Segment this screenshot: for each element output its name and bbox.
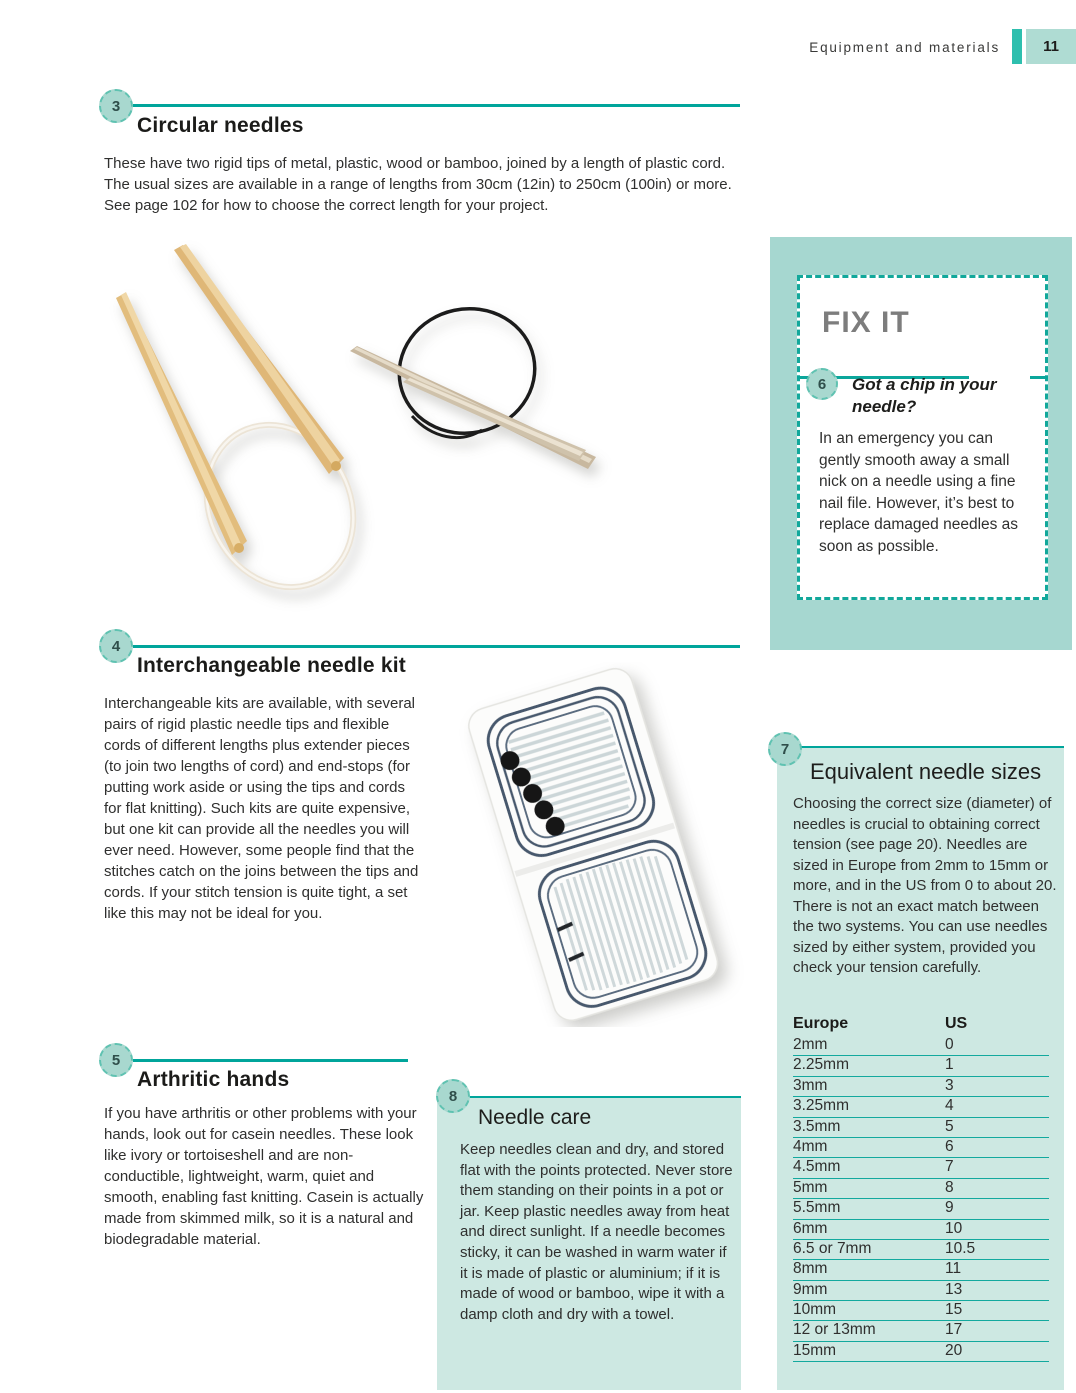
table-row: [793, 1077, 1049, 1097]
cell-us-size: 15: [945, 1301, 963, 1319]
cell-europe-size: 2.25mm: [793, 1056, 849, 1074]
table-row: [793, 1056, 1049, 1076]
page-number: 11: [1026, 29, 1076, 64]
fix-it-panel: [770, 237, 1072, 650]
table-row: [793, 1158, 1049, 1178]
cell-europe-size: 10mm: [793, 1301, 837, 1319]
table-row: [793, 1321, 1049, 1341]
cell-europe-size: 3.5mm: [793, 1117, 841, 1135]
cell-europe-size: 12 or 13mm: [793, 1321, 876, 1339]
cell-europe-size: 3.25mm: [793, 1097, 849, 1115]
section-title-needle-sizes: Equivalent needle sizes: [810, 759, 1042, 784]
metal-circular-needle: [350, 296, 596, 469]
cell-europe-size: 5.5mm: [793, 1199, 841, 1217]
cell-us-size: 3: [945, 1076, 954, 1094]
cell-us-size: 8: [945, 1178, 954, 1196]
needle-sizes-box: [777, 746, 1064, 1390]
table-row: [793, 1199, 1049, 1219]
fix-it-rule-end: [1030, 376, 1048, 379]
table-row: [793, 1036, 1049, 1056]
table-row: [793, 1260, 1049, 1280]
table-row: [793, 1281, 1049, 1301]
cell-us-size: 20: [945, 1341, 963, 1359]
needle-care-body: Keep needles clean and dry, and stored flat with the points protected. Never store them standing on their points in a pot or jar. Keep plastic needles away from heat and direct sunlight. If a needle becomes sticky, it can be washed in warm water if it is made of plastic or aluminium; if it is made of wood or bamboo, wipe it with a damp cloth and dry with a towel.: [460, 1141, 733, 1323]
cell-europe-size: 9mm: [793, 1280, 828, 1298]
needle-care-box: [437, 1096, 741, 1390]
cell-europe-size: 6mm: [793, 1219, 828, 1237]
section-badge-6: 6: [806, 368, 838, 400]
cell-us-size: 6: [945, 1137, 954, 1155]
table-row: [793, 1179, 1049, 1199]
needle-kit-case: [464, 664, 722, 1025]
cell-us-size: 4: [945, 1097, 954, 1115]
cell-us-size: 1: [945, 1056, 954, 1074]
bamboo-circular-needle: [116, 244, 381, 613]
fix-it-inner-box: [797, 275, 1048, 600]
table-body: [793, 1036, 1049, 1362]
cell-europe-size: 6.5 or 7mm: [793, 1239, 872, 1257]
section-title-needle-care: Needle care: [478, 1106, 592, 1129]
circular-needles-photo: [100, 238, 745, 613]
cell-us-size: 13: [945, 1280, 963, 1298]
cell-europe-size: 15mm: [793, 1341, 837, 1359]
table-row: [793, 1301, 1049, 1321]
cell-us-size: 7: [945, 1158, 954, 1176]
arthritic-hands-body: If you have arthritis or other problems with your hands, look out for casein needles. These look like ivory or tortoiseshell and are non-conductible, lightweight, warm, quiet and smooth, enabling fast knitting. Casein is actually made from skimmed milk, so it is a natural and biodegradable material.: [104, 1105, 424, 1248]
section-title-arthritic-hands: Arthritic hands: [137, 1068, 290, 1091]
cell-us-size: 9: [945, 1199, 954, 1217]
table-row: [793, 1240, 1049, 1260]
cell-europe-size: 4.5mm: [793, 1158, 841, 1176]
table-header-row: [793, 1015, 1049, 1036]
fix-it-body: In an emergency you can gently smooth away a small nick on a needle using a fine nail file. However, it’s best to replace damaged needles as soon as possible.: [819, 430, 1019, 555]
cell-europe-size: 3mm: [793, 1076, 828, 1094]
section-badge-3: 3: [99, 89, 133, 123]
cell-europe-size: 4mm: [793, 1137, 828, 1155]
section-title-interchangeable-kit: Interchangeable needle kit: [137, 654, 406, 677]
table-row: [793, 1342, 1049, 1362]
fix-it-label: FIX IT: [822, 306, 910, 339]
table-row: [793, 1097, 1049, 1117]
cell-us-size: 10: [945, 1219, 963, 1237]
needle-sizes-body: Choosing the correct size (diameter) of needles is crucial to obtaining correct tension (see page 20). Needles are sized in Europe from 2mm to 15mm or more, and in the US from 0 to about 20. There is not an exact match between the two systems. You can use needles sized by either system, provided you check your tension carefully.: [793, 795, 1057, 976]
running-header: Equipment and materials: [809, 40, 1000, 55]
needle-kit-photo: [438, 662, 748, 1027]
cell-europe-size: 5mm: [793, 1178, 828, 1196]
table-row: [793, 1220, 1049, 1240]
table-row: [793, 1138, 1049, 1158]
cell-us-size: 17: [945, 1321, 963, 1339]
cell-us-size: 5: [945, 1117, 954, 1135]
cell-us-size: 0: [945, 1036, 954, 1053]
section-badge-4: 4: [99, 629, 133, 663]
header-accent-bar: [1012, 29, 1022, 64]
cell-us-size: 11: [945, 1260, 962, 1278]
needle-size-table: [793, 1015, 1049, 1362]
section-badge-7: 7: [768, 732, 802, 766]
circular-needles-body: These have two rigid tips of metal, plastic, wood or bamboo, joined by a length of plastic cord. The usual sizes are available in a range of lengths from 30cm (12in) to 250cm (100in) or more. See page 102 for how to choose the correct length for your project.: [104, 155, 732, 214]
table-header-europe: Europe: [793, 1015, 849, 1032]
cell-europe-size: 2mm: [793, 1036, 828, 1053]
section-rule: [133, 645, 740, 648]
section-rule: [133, 104, 740, 107]
table-header-us: US: [945, 1015, 968, 1032]
cell-europe-size: 8mm: [793, 1260, 828, 1278]
section-rule: [133, 1059, 408, 1062]
section-badge-8: 8: [436, 1079, 470, 1113]
section-badge-5: 5: [99, 1043, 133, 1077]
interchangeable-kit-body: Interchangeable kits are available, with several pairs of rigid plastic needle tips and flexible cords of different lengths plus extender pieces (to join two lengths of cord) and end-stops (for putting work aside or using the tips and cords for flat knitting). Such kits are quite expensive, but one kit can provide all the needles you will ever need. However, some people find that the stitches catch on the joins between the tips and cords. If your stitch tension is quite tight, a set like this may not be ideal for you.: [104, 695, 419, 922]
cell-us-size: 10.5: [945, 1239, 976, 1257]
table-row: [793, 1118, 1049, 1138]
section-title-circular-needles: Circular needles: [137, 114, 304, 137]
fix-it-question: Got a chip in your needle?: [852, 375, 997, 416]
